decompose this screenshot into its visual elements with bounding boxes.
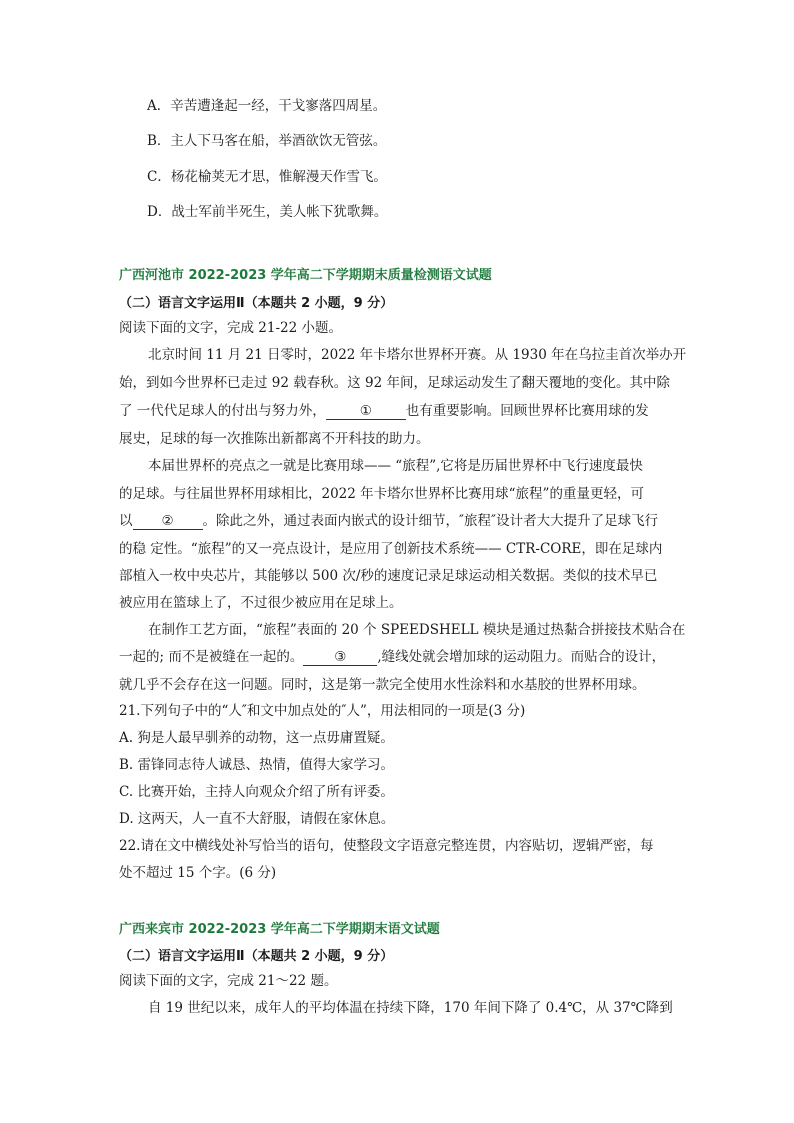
text-fragment: 了 一代代足球人的付出与努力外， bbox=[119, 403, 326, 419]
paragraph-line: 展史，足球的每一次推陈出新都离不开科技的助力。 bbox=[119, 431, 430, 447]
question-22-line: 处不超过 15 个字。(6 分) bbox=[119, 865, 277, 881]
option-b: B．主人下马客在船，举酒欲饮无管弦。 bbox=[147, 133, 387, 149]
instruction: 阅读下面的文字，完成 21～22 题。 bbox=[119, 973, 338, 989]
question-21-option-d: D. 这两天，人一直不大舒服，请假在家休息。 bbox=[119, 811, 395, 827]
paragraph-line: 自 19 世纪以来，成年人的平均体温在持续下降，170 年间下降了 0.4℃，从 37℃降到 bbox=[148, 1000, 673, 1016]
paragraph-line bbox=[119, 647, 665, 667]
paragraph-line: 的足球。与往届世界杯用球相比，2022 年卡塔尔世界杯比赛用球“旅程”的重量更轻，可 bbox=[119, 486, 644, 502]
paragraph-line: 就几乎不会存在这一问题。同时，这是第一款完全使用水性涂料和水基胶的世界杯用球。 bbox=[119, 677, 646, 693]
fill-blank-1: ① bbox=[326, 403, 406, 420]
paragraph-line bbox=[119, 401, 649, 421]
question-21-option-a: A. 狗是人最早驯养的动物，这一点毋庸置疑。 bbox=[119, 730, 394, 746]
instruction: 阅读下面的文字，完成 21-22 小题。 bbox=[119, 320, 343, 336]
question-21-option-c: C. 比赛开始，主持人向观众介绍了所有评委。 bbox=[119, 784, 394, 800]
text-fragment: 也有重要影响。回顾世界杯比赛用球的发 bbox=[405, 403, 649, 419]
text-fragment: 。除此之外，通过表面内嵌式的设计细节，″旅程″设计者大大提升了足球飞行 bbox=[202, 513, 659, 529]
text-fragment: 以 bbox=[119, 513, 133, 529]
option-a: A．辛苦遭逢起一经，干戈寥落四周星。 bbox=[147, 98, 387, 114]
fill-blank-3: ③ bbox=[303, 649, 377, 666]
section-title-hechi: 广西河池市 2022-2023 学年高二下学期期末质量检测语文试题 bbox=[119, 268, 492, 283]
text-fragment: ,缝线处就会增加球的运动阻力。而贴合的设计， bbox=[377, 649, 666, 665]
question-21-stem: 21.下列句子中的“人″和文中加点处的″人”，用法相同的一项是(3 分) bbox=[119, 703, 526, 719]
section-subtitle: （二）语言文字运用Ⅱ（本题共 2 小题，9 分） bbox=[119, 296, 394, 311]
option-d: D．战士军前半死生，美人帐下犹歌舞。 bbox=[147, 204, 388, 220]
question-22-line: 22.请在文中横线处补写恰当的语句，使整段文字语意完整连贯，内容贴切，逻辑严密，每 bbox=[119, 838, 654, 854]
paragraph-line: 本届世界杯的亮点之一就是比赛用球—— “旅程”,它将是历届世界杯中飞行速度最快 bbox=[148, 458, 643, 474]
paragraph-line: 的稳 定性。“旅程”的又一亮点设计，是应用了创新技术系统—— CTR-CORE，即在足球内 bbox=[119, 541, 663, 557]
question-21-option-b: B. 雷锋同志待人诚恳、热情，值得大家学习。 bbox=[119, 757, 395, 773]
paragraph-line: 部植入一枚中央芯片，其能够以 500 次/秒的速度记录足球运动相关数据。类似的技术早已 bbox=[119, 568, 658, 584]
paragraph-line: 在制作工艺方面，“旅程”表面的 20 个 SPEEDSHELL 模块是通过热黏合拼接技术贴合在 bbox=[148, 622, 686, 638]
section-title-laibin: 广西来宾市 2022-2023 学年高二下学期期末语文试题 bbox=[119, 922, 440, 937]
fill-blank-2: ② bbox=[133, 513, 203, 530]
paragraph-line: 始，到如今世界杯已走过 92 载春秋。这 92 年间，足球运动发生了翻天覆地的变化。其中除 bbox=[119, 375, 671, 391]
text-fragment: 一起的; 而不是被缝在一起的。 bbox=[119, 649, 304, 665]
section-subtitle: （二）语言文字运用Ⅱ（本题共 2 小题，9 分） bbox=[119, 949, 394, 964]
paragraph-line: 被应用在篮球上了，不过很少被应用在足球上。 bbox=[119, 595, 403, 611]
paragraph-line: 北京时间 11 月 21 日零时，2022 年卡塔尔世界杯开赛。从 1930 年在乌拉圭首次举办开 bbox=[148, 347, 687, 363]
option-c: C．杨花榆荚无才思，惟解漫天作雪飞。 bbox=[147, 169, 387, 185]
paragraph-line bbox=[119, 511, 658, 531]
